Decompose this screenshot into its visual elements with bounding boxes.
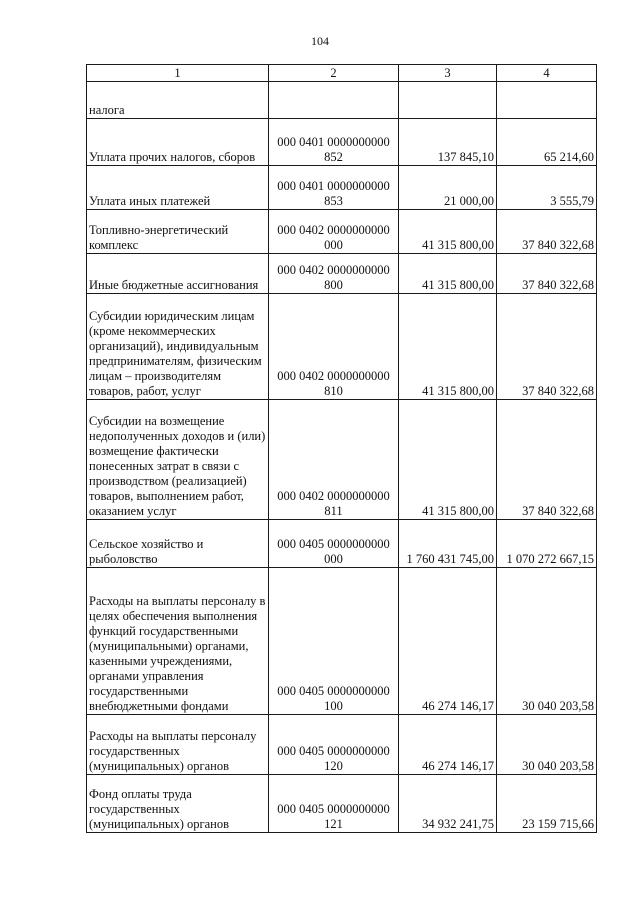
row-value-actual: 37 840 322,68	[497, 294, 597, 400]
row-name: налога	[87, 82, 269, 119]
page-number: 104	[311, 34, 329, 48]
row-name: Топливно-энергетический комплекс	[87, 210, 269, 254]
row-name: Расходы на выплаты персоналу государственных (муниципальных) органов	[87, 715, 269, 775]
row-code: 000 0401 0000000000 852	[269, 119, 399, 166]
row-code: 000 0402 0000000000 810	[269, 294, 399, 400]
table-header-row	[87, 65, 597, 82]
row-name: Уплата иных платежей	[87, 166, 269, 210]
column-header-2: 2	[269, 65, 399, 82]
row-code: 000 0401 0000000000 853	[269, 166, 399, 210]
row-value-actual: 30 040 203,58	[497, 568, 597, 715]
row-name: Уплата прочих налогов, сборов	[87, 119, 269, 166]
row-name: Субсидии на возмещение недополученных доходов и (или) возмещение фактически понесенных затрат в связи с производством (реализацией) товаров, выполнением работ, оказанием услуг	[87, 400, 269, 520]
row-value-actual: 37 840 322,68	[497, 210, 597, 254]
row-value-actual: 1 070 272 667,15	[497, 520, 597, 568]
row-code: 000 0402 0000000000 000	[269, 210, 399, 254]
table-row	[87, 82, 597, 119]
column-header-3: 3	[399, 65, 497, 82]
row-value-actual: 37 840 322,68	[497, 254, 597, 294]
row-code	[269, 82, 399, 119]
table-row	[87, 775, 597, 833]
row-code: 000 0405 0000000000 121	[269, 775, 399, 833]
column-header-1: 1	[87, 65, 269, 82]
row-value-plan	[399, 82, 497, 119]
table-row	[87, 166, 597, 210]
row-value-plan: 46 274 146,17	[399, 715, 497, 775]
column-header-4: 4	[497, 65, 597, 82]
row-value-actual: 37 840 322,68	[497, 400, 597, 520]
row-value-plan: 137 845,10	[399, 119, 497, 166]
row-value-actual: 23 159 715,66	[497, 775, 597, 833]
row-value-plan: 41 315 800,00	[399, 254, 497, 294]
row-value-actual	[497, 82, 597, 119]
table-row	[87, 119, 597, 166]
table-row	[87, 520, 597, 568]
row-code: 000 0402 0000000000 811	[269, 400, 399, 520]
table-row	[87, 254, 597, 294]
row-code: 000 0405 0000000000 120	[269, 715, 399, 775]
row-name: Расходы на выплаты персоналу в целях обеспечения выполнения функций государственными (муниципальными) органами, казенными учреждениями, органами управления государственными внебюджетными фондами	[87, 568, 269, 715]
table-row	[87, 715, 597, 775]
row-code: 000 0405 0000000000 000	[269, 520, 399, 568]
table-row	[87, 294, 597, 400]
row-value-plan: 41 315 800,00	[399, 294, 497, 400]
row-code: 000 0405 0000000000 100	[269, 568, 399, 715]
table-row	[87, 400, 597, 520]
row-code: 000 0402 0000000000 800	[269, 254, 399, 294]
row-name: Фонд оплаты труда государственных (муниципальных) органов	[87, 775, 269, 833]
row-value-plan: 1 760 431 745,00	[399, 520, 497, 568]
row-value-plan: 41 315 800,00	[399, 210, 497, 254]
row-value-plan: 34 932 241,75	[399, 775, 497, 833]
table-row	[87, 568, 597, 715]
row-name: Иные бюджетные ассигнования	[87, 254, 269, 294]
row-value-actual: 65 214,60	[497, 119, 597, 166]
row-value-actual: 30 040 203,58	[497, 715, 597, 775]
row-value-plan: 46 274 146,17	[399, 568, 497, 715]
row-value-plan: 41 315 800,00	[399, 400, 497, 520]
row-value-plan: 21 000,00	[399, 166, 497, 210]
budget-table	[86, 64, 597, 833]
row-value-actual: 3 555,79	[497, 166, 597, 210]
row-name: Субсидии юридическим лицам (кроме некоммерческих организаций), индивидуальным предпринимателям, физическим лицам – производителям товаров, работ, услуг	[87, 294, 269, 400]
row-name: Сельское хозяйство и рыболовство	[87, 520, 269, 568]
table-row	[87, 210, 597, 254]
